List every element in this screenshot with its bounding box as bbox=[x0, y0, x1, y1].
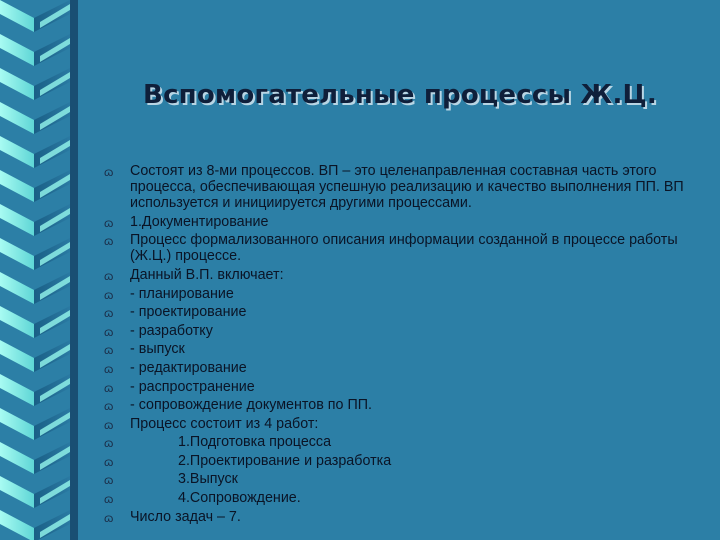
list-item bbox=[104, 435, 704, 451]
bullet-icon: ɷ bbox=[104, 306, 114, 321]
stripe-light bbox=[0, 204, 34, 236]
list-item bbox=[104, 324, 704, 340]
list-item bbox=[104, 287, 704, 303]
slide-title: Вспомогательные процессы Ж.Ц. bbox=[143, 80, 657, 110]
bullet-icon: ɷ bbox=[104, 436, 114, 451]
stripe-light bbox=[0, 374, 34, 406]
list-item-text: 2.Проектирование и разработка bbox=[178, 452, 392, 469]
stripe-light bbox=[0, 408, 34, 440]
stripe-light bbox=[0, 68, 34, 100]
stripe-light bbox=[0, 340, 34, 372]
list-item-text: - редактирование bbox=[130, 359, 247, 376]
list-item-text: 1.Документирование bbox=[130, 213, 269, 230]
bullet-icon: ɷ bbox=[104, 287, 114, 302]
bullet-icon: ɷ bbox=[104, 324, 114, 339]
bullet-icon: ɷ bbox=[104, 399, 114, 414]
list-item-text: 1.Подготовка процесса bbox=[178, 434, 332, 451]
bullet-icon: ɷ bbox=[104, 492, 114, 507]
bullet-icon: ɷ bbox=[104, 361, 114, 376]
list-item-text: Процесс состоит из 4 работ: bbox=[130, 415, 319, 432]
stripe-light bbox=[0, 170, 34, 202]
stripe-light bbox=[0, 34, 34, 66]
list-item bbox=[104, 233, 704, 265]
bullet-icon: ɷ bbox=[104, 380, 114, 395]
list-item-text: - выпуск bbox=[130, 341, 185, 358]
list-item bbox=[104, 215, 704, 231]
list-item bbox=[104, 472, 704, 488]
list-item bbox=[104, 342, 704, 358]
bullet-icon: ɷ bbox=[104, 234, 114, 249]
stripe-light bbox=[0, 136, 34, 168]
list-item-text: Состоят из 8-ми процессов. ВП – это целенаправленная составная часть этого процесса, обеспечивающая успешную реализацию и качество выполнения ПП. ВП используется и инициируется другими процессами. bbox=[130, 163, 684, 211]
list-item-text: - планирование bbox=[130, 285, 234, 302]
bullet-icon: ɷ bbox=[104, 417, 114, 432]
list-item-text: 3.Выпуск bbox=[178, 471, 238, 488]
list-item-text: - разработку bbox=[130, 322, 213, 339]
bullet-icon: ɷ bbox=[104, 454, 114, 469]
list-item bbox=[104, 380, 704, 396]
list-item-text: - сопровождение документов по ПП. bbox=[130, 397, 372, 414]
list-item bbox=[104, 305, 704, 321]
list-item bbox=[104, 417, 704, 433]
list-item-text: Число задач – 7. bbox=[130, 508, 241, 525]
list-item-text: Процесс формализованного описания информации созданной в процессе работы (Ж.Ц.) процессе. bbox=[130, 232, 678, 264]
bullet-icon: ɷ bbox=[104, 343, 114, 358]
list-item bbox=[104, 398, 704, 414]
bullet-icon: ɷ bbox=[104, 268, 114, 283]
list-item bbox=[104, 510, 704, 526]
bullet-icon: ɷ bbox=[104, 165, 114, 179]
list-item bbox=[104, 491, 704, 507]
bullet-list bbox=[104, 164, 704, 528]
stripe-light bbox=[0, 306, 34, 338]
bullet-icon: ɷ bbox=[104, 473, 114, 488]
bullet-icon: ɷ bbox=[104, 215, 114, 230]
stripe-light bbox=[0, 0, 34, 32]
stripe-light bbox=[0, 272, 34, 304]
stripe-light bbox=[0, 238, 34, 270]
stripe-light bbox=[0, 102, 34, 134]
list-item-text: Данный В.П. включает: bbox=[130, 266, 284, 283]
list-item-text: - проектирование bbox=[130, 304, 247, 321]
stripe-light bbox=[0, 476, 34, 508]
list-item bbox=[104, 164, 704, 211]
list-item bbox=[104, 268, 704, 284]
list-item bbox=[104, 454, 704, 470]
stripe-light bbox=[0, 510, 34, 540]
list-item bbox=[104, 361, 704, 377]
bullet-icon: ɷ bbox=[104, 510, 114, 525]
stripe-light bbox=[0, 442, 34, 474]
decorative-stripe-border bbox=[0, 0, 80, 540]
list-item-text: 4.Сопровождение. bbox=[178, 490, 301, 507]
list-item-text: - распространение bbox=[130, 378, 255, 395]
